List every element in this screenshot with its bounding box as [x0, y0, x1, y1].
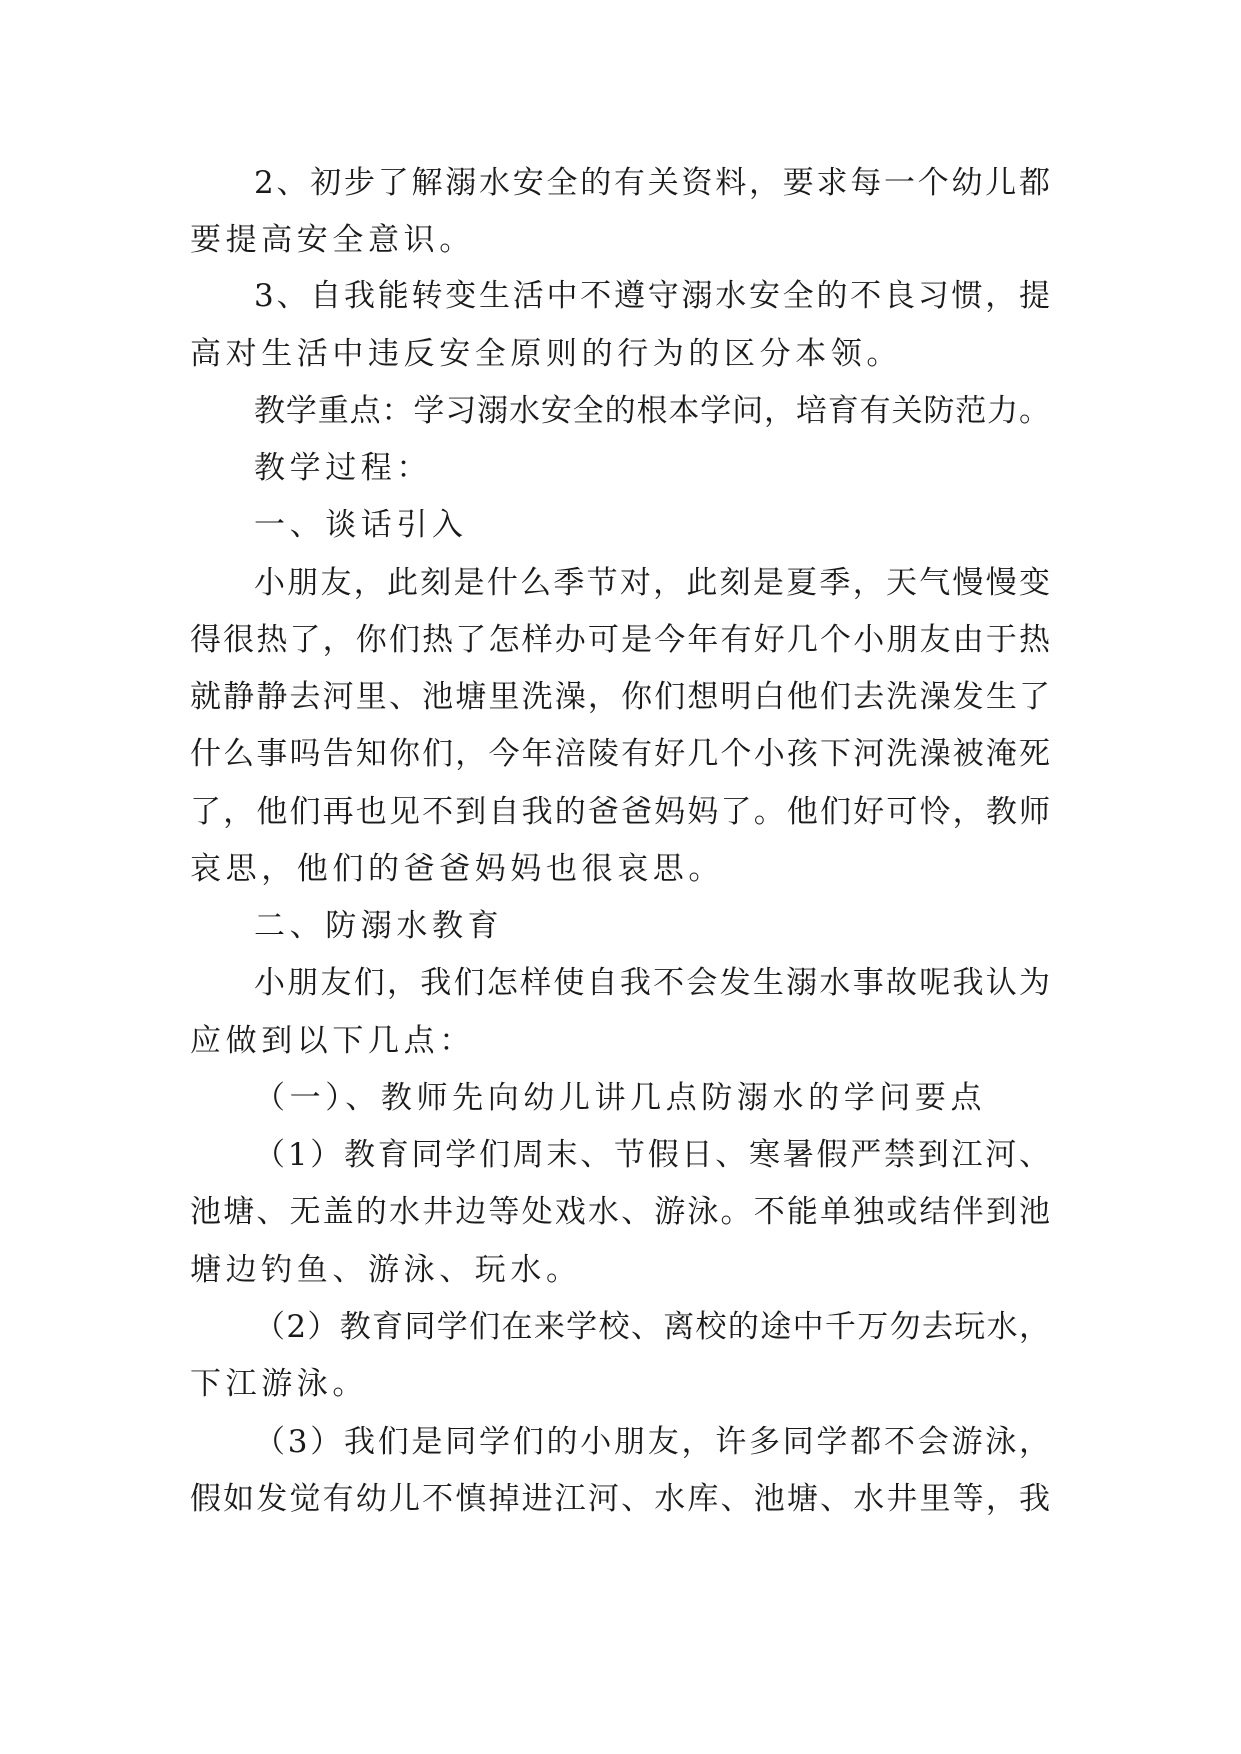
text-line: 假如发觉有幼儿不慎掉进江河、水库、池塘、水井里等，我: [190, 1481, 1050, 1517]
text-line: 要提高安全意识。: [190, 222, 475, 258]
subsection-heading: （一）、教师先向幼儿讲几点防溺水的学问要点: [254, 1080, 987, 1116]
text-line: 池塘、无盖的水井边等处戏水、游泳。不能单独或结伴到池: [190, 1194, 1050, 1230]
text-line: 了，他们再也见不到自我的爸爸妈妈了。他们好可怜，教师: [190, 794, 1050, 830]
text-line: 塘边钓鱼、游泳、玩水。: [190, 1252, 582, 1288]
text-line: 就静静去河里、池塘里洗澡，你们想明白他们去洗澡发生了: [190, 679, 1050, 715]
text-line: 应做到以下几点：: [190, 1023, 475, 1059]
text-line: 哀思，他们的爸爸妈妈也很哀思。: [190, 851, 724, 887]
text-line: 什么事吗告知你们，今年涪陵有好几个小孩下河洗澡被淹死: [190, 736, 1050, 772]
section-heading: 二、防溺水教育: [254, 908, 504, 944]
text-line: 小朋友，此刻是什么季节对，此刻是夏季，天气慢慢变: [254, 565, 1050, 601]
text-line: 2、初步了解溺水安全的有关资料，要求每一个幼儿都: [254, 165, 1050, 201]
text-line: （2）教育同学们在来学校、离校的途中千万勿去玩水，: [254, 1309, 1050, 1345]
text-line: 小朋友们，我们怎样使自我不会发生溺水事故呢我认为: [254, 965, 1050, 1001]
text-line: （1）教育同学们周末、节假日、寒暑假严禁到江河、: [254, 1137, 1050, 1173]
text-line: 教学过程：: [254, 450, 432, 486]
section-heading: 一、谈话引入: [254, 507, 468, 543]
text-line: 3、自我能转变生活中不遵守溺水安全的不良习惯，提: [254, 278, 1050, 314]
text-line: 得很热了，你们热了怎样办可是今年有好几个小朋友由于热: [190, 622, 1050, 658]
text-line: （3）我们是同学们的小朋友，许多同学都不会游泳，: [254, 1424, 1050, 1460]
text-line: 下江游泳。: [190, 1366, 368, 1402]
text-line: 高对生活中违反安全原则的行为的区分本领。: [190, 336, 902, 372]
text-line: 教学重点：学习溺水安全的根本学问，培育有关防范力。: [254, 393, 1050, 429]
